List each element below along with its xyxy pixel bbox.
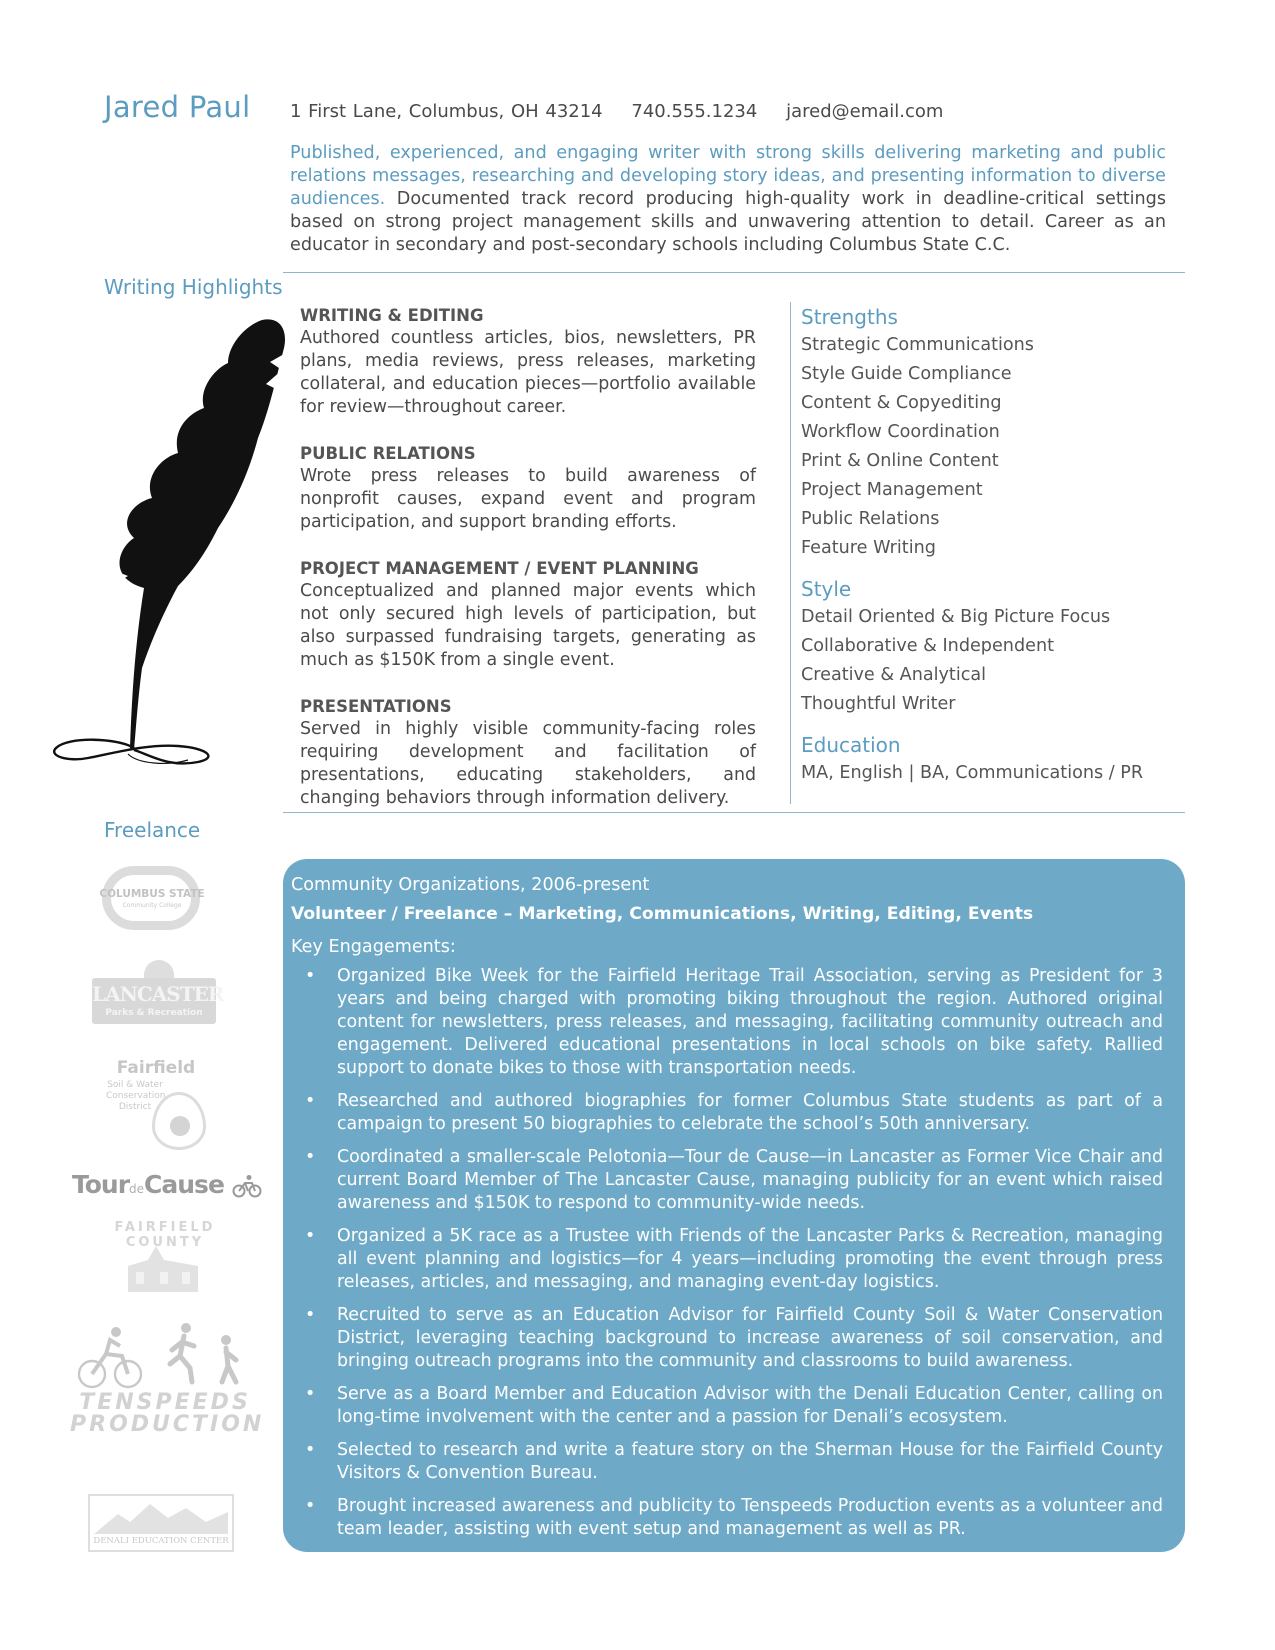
- applicant-name: Jared Paul: [104, 90, 251, 124]
- list-item: [291, 1146, 1163, 1215]
- style-item: Detail Oriented & Big Picture Focus: [801, 607, 1111, 627]
- writing-highlights: [300, 304, 756, 833]
- list-item: [291, 1090, 1163, 1136]
- style-title: Style: [801, 577, 852, 601]
- strengths-group: [801, 303, 1181, 563]
- triathlon-figures-icon: [74, 1320, 254, 1390]
- bullet-icon: •: [305, 1226, 316, 1246]
- highlight-block: [300, 442, 756, 534]
- engagement-text: Researched and authored biographies for former Columbus State students as part of a campaign to present 50 biographies to celebrate the school’s 50th anniversary.: [337, 1091, 1163, 1134]
- strength-item: Project Management: [801, 480, 983, 500]
- section-writing-highlights: Writing Highlights: [104, 275, 283, 299]
- highlight-title: PUBLIC RELATIONS: [300, 444, 476, 463]
- tenspeeds-production-logo: [70, 1390, 265, 1437]
- summary-highlight: Published, experienced, and engaging writer with strong skills delivering marketing and public relations messages, researching and developing story ideas, and presenting information to diverse audiences.: [290, 143, 1166, 209]
- logo-subtext: Community College: [122, 902, 182, 909]
- style-group: [801, 575, 1181, 719]
- list-item: [291, 1495, 1163, 1541]
- strength-item: Workflow Coordination: [801, 422, 1000, 442]
- divider-middle: [283, 812, 1185, 813]
- list-item: [291, 1439, 1163, 1485]
- style-item: Thoughtful Writer: [801, 694, 956, 714]
- bullet-icon: •: [305, 1091, 316, 1111]
- highlight-block: [300, 304, 756, 419]
- logo-text: Tour: [72, 1170, 130, 1199]
- column-divider: [790, 302, 791, 804]
- logo-text: TENSPEEDS: [79, 1390, 251, 1415]
- logo-text: DENALI EDUCATION CENTER: [93, 1536, 229, 1546]
- fairfield-county-logo: [98, 1216, 232, 1320]
- engagement-text: Selected to research and write a feature story on the Sherman House for the Fairfield County Visitors & Convention Bureau.: [337, 1440, 1163, 1483]
- feather-quill-icon: [48, 318, 288, 790]
- highlight-block: [300, 695, 756, 810]
- tour-de-cause-logo: [72, 1170, 262, 1202]
- strength-item: Style Guide Compliance: [801, 364, 1012, 384]
- engagement-text: Serve as a Board Member and Education Advisor with the Denali Education Center, calling on long-time involvement with the center and a passion for Denali’s ecosystem.: [337, 1384, 1163, 1427]
- engagement-list: [291, 965, 1163, 1551]
- mountain-icon: [94, 1500, 228, 1534]
- bullet-icon: •: [305, 1384, 316, 1404]
- denali-education-center-logo: [88, 1494, 234, 1552]
- logo-text: Cause: [144, 1170, 224, 1199]
- address: 1 First Lane, Columbus, OH 43214: [290, 101, 603, 122]
- role-line: Volunteer / Freelance – Marketing, Communications, Writing, Editing, Events: [291, 904, 1034, 924]
- highlight-body: Conceptualized and planned major events which not only secured high levels of participation, but also surpassed fundraising targets, generating as much as $150K from a single event.: [300, 581, 756, 670]
- education-title: Education: [801, 733, 901, 757]
- key-engagements-label: Key Engagements:: [291, 937, 456, 957]
- style-item: Creative & Analytical: [801, 665, 987, 685]
- columbus-state-logo: [96, 866, 208, 934]
- contact-line: [290, 101, 965, 122]
- logo-text: COLUMBUS STATE: [99, 888, 205, 900]
- section-freelance: Freelance: [104, 818, 201, 842]
- strength-item: Print & Online Content: [801, 451, 999, 471]
- skills-column: [801, 303, 1181, 800]
- strength-item: Strategic Communications: [801, 335, 1034, 355]
- logo-text: PRODUCTION: [70, 1412, 265, 1437]
- list-item: [291, 1383, 1163, 1429]
- strength-item: Public Relations: [801, 509, 940, 529]
- education-group: [801, 731, 1181, 788]
- highlight-title: PROJECT MANAGEMENT / EVENT PLANNING: [300, 559, 699, 578]
- bullet-icon: •: [305, 1496, 316, 1516]
- highlight-block: [300, 557, 756, 672]
- bullet-icon: •: [305, 1147, 316, 1167]
- strength-item: Feature Writing: [801, 538, 936, 558]
- style-item: Collaborative & Independent: [801, 636, 1054, 656]
- engagement-text: Coordinated a smaller-scale Pelotonia—Tour de Cause—in Lancaster as Former Vice Chair and current Board Member of The Lancaster Cause, managing publicity for an event which raised awareness and $150K to respond to community-wide needs.: [337, 1147, 1163, 1213]
- engagement-text: Recruited to serve as an Education Advisor for Fairfield County Soil & Water Conservation District, leveraging teaching background to increase awareness of soil conservation, and bringing outreach programs into the community and classrooms to build awareness.: [337, 1305, 1163, 1371]
- highlight-body: Wrote press releases to build awareness of nonprofit causes, expand event and program participation, and support branding efforts.: [300, 466, 756, 532]
- engagement-text: Brought increased awareness and publicity to Tenspeeds Production events as a volunteer and team leader, assisting with event setup and management as well as PR.: [337, 1496, 1163, 1539]
- highlight-title: WRITING & EDITING: [300, 306, 484, 325]
- highlight-body: Served in highly visible community-facing roles requiring development and facilitation of presentations, educating stakeholders, and changing behaviors through information delivery.: [300, 719, 756, 808]
- list-item: [291, 1225, 1163, 1294]
- organization-line: Community Organizations, 2006-present: [291, 875, 650, 895]
- strength-item: Content & Copyediting: [801, 393, 1002, 413]
- bullet-icon: •: [305, 1305, 316, 1325]
- logo-text: FAIRFIELD COUNTY: [114, 1220, 216, 1250]
- fairfield-soil-water-logo: [100, 1058, 212, 1154]
- bullet-icon: •: [305, 966, 316, 986]
- engagement-text: Organized a 5K race as a Trustee with Friends of the Lancaster Parks & Recreation, managing all event planning and logistics—for 4 years—including promoting the event through press releases, articles, and messaging, and managing event-day logistics.: [337, 1226, 1163, 1292]
- logo-subtext: Soil & Water Conservation District: [106, 1080, 166, 1112]
- bullet-icon: •: [305, 1440, 316, 1460]
- engagement-text: Organized Bike Week for the Fairfield Heritage Trail Association, serving as President for 3 years and being charged with promoting biking throughout the region. Authored original content for newsletters, press releases, and messaging, facilitating community outreach and engagement. Delivered educational presentations in local schools on bike safety. Rallied support to donate bikes to those with transportation needs.: [337, 966, 1163, 1078]
- list-item: [291, 1304, 1163, 1373]
- summary-rest: Documented track record producing high-quality work in deadline-critical settings based on strong project management skills and unwavering attention to detail. Career as an educator in secondary and post-secondary schools including Columbus State C.C.: [290, 189, 1166, 255]
- logo-text: de: [129, 1182, 145, 1196]
- lancaster-parks-logo: [92, 960, 224, 1026]
- education-item: MA, English | BA, Communications / PR: [801, 763, 1144, 783]
- logo-subtext: Parks & Recreation: [105, 1008, 203, 1018]
- divider-top: [283, 272, 1185, 273]
- bicycle-icon: [232, 1174, 262, 1198]
- list-item: [291, 965, 1163, 1080]
- freelance-panel: [283, 859, 1185, 1552]
- logo-text: LANCASTER: [92, 982, 224, 1006]
- summary-paragraph: [290, 142, 1166, 257]
- strengths-title: Strengths: [801, 305, 898, 329]
- logo-text: Fairfield: [116, 1058, 196, 1078]
- email: jared@email.com: [786, 101, 944, 122]
- highlight-title: PRESENTATIONS: [300, 697, 452, 716]
- phone: 740.555.1234: [631, 101, 758, 122]
- highlight-body: Authored countless articles, bios, newsletters, PR plans, media reviews, press releases, marketing collateral, and education pieces—portfolio available for review—throughout career.: [300, 328, 756, 417]
